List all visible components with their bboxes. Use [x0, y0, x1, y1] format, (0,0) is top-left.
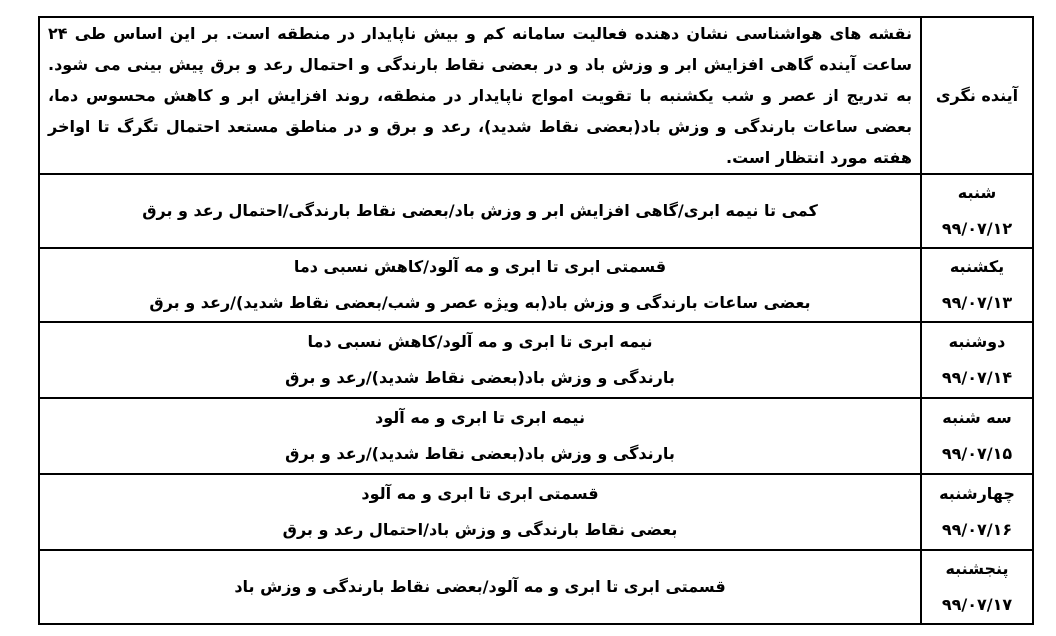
forecast-line: قسمتی ابری تا ابری و مه آلود/کاهش نسبی دما	[293, 257, 667, 276]
day-date: ۹۹/۰۷/۱۲	[941, 219, 1013, 238]
forecast-line: کمی تا نیمه ابری/گاهی افزایش ابر و وزش باد/بعضی نقاط بارندگی/احتمال رعد و برق	[142, 201, 818, 220]
forecast-line: بعضی ساعات بارندگی و وزش باد(به ویژه عصر و شب/بعضی نقاط شدید)/رعد و برق	[149, 293, 811, 312]
day-date: ۹۹/۰۷/۱۷	[941, 595, 1013, 614]
day-name: دوشنبه	[948, 332, 1006, 351]
forecast-line: نیمه ابری تا ابری و مه آلود	[375, 408, 585, 427]
forecast-text	[39, 248, 921, 322]
day-name: چهارشنبه	[939, 484, 1015, 503]
forecast-line: بارندگی و وزش باد(بعضی نقاط شدید)/رعد و برق	[285, 368, 675, 387]
day-row	[39, 474, 1033, 550]
weather-forecast-table	[38, 16, 1034, 625]
day-name: شنبه	[957, 183, 997, 202]
forecast-text	[39, 474, 921, 550]
day-cell	[921, 174, 1033, 248]
forecast-line: بعضی نقاط بارندگی و وزش باد/احتمال رعد و برق	[282, 520, 678, 539]
day-date: ۹۹/۰۷/۱۵	[941, 444, 1013, 463]
day-cell	[921, 474, 1033, 550]
day-name: یکشنبه	[949, 257, 1005, 276]
day-cell	[921, 248, 1033, 322]
day-date: ۹۹/۰۷/۱۳	[941, 293, 1013, 312]
day-row	[39, 550, 1033, 624]
day-row	[39, 248, 1033, 322]
forecast-text	[39, 322, 921, 398]
day-row	[39, 322, 1033, 398]
forecast-line: قسمتی ابری تا ابری و مه آلود/بعضی نقاط بارندگی و وزش باد	[234, 577, 726, 596]
day-row	[39, 174, 1033, 248]
day-cell	[921, 322, 1033, 398]
forecast-line: قسمتی ابری تا ابری و مه آلود	[361, 484, 599, 503]
day-name: پنجشنبه	[945, 559, 1009, 578]
summary-row	[39, 17, 1033, 174]
summary-text: نقشه های هواشناسی نشان دهنده فعالیت سامانه کم و بیش ناپایدار در منطقه است. بر این اساس طی ۲۴ ساعت آینده گاهی افزایش ابر و وزش باد و در بعضی نقاط بارندگی و احتمال رعد و برق پیش بینی می شود. به تدریج از عصر و شب یکشنبه با تقویت امواج ناپایدار در منطقه، روند افزایش ابر و کاهش محسوس دما، بعضی ساعات بارندگی و وزش باد(بعضی نقاط شدید)، رعد و برق و در مناطق مستعد احتمال تگرگ تا اواخر هفته مورد انتظار است.	[39, 17, 921, 174]
day-date: ۹۹/۰۷/۱۴	[941, 368, 1013, 387]
forecast-text	[39, 174, 921, 248]
forecast-line: نیمه ابری تا ابری و مه آلود/کاهش نسبی دما	[307, 332, 653, 351]
summary-label: آینده نگری	[921, 17, 1033, 174]
day-date: ۹۹/۰۷/۱۶	[941, 520, 1013, 539]
forecast-line: بارندگی و وزش باد(بعضی نقاط شدید)/رعد و برق	[285, 444, 675, 463]
day-row	[39, 398, 1033, 474]
day-name: سه شنبه	[942, 408, 1012, 427]
forecast-text	[39, 550, 921, 624]
day-cell	[921, 398, 1033, 474]
day-cell	[921, 550, 1033, 624]
forecast-text	[39, 398, 921, 474]
